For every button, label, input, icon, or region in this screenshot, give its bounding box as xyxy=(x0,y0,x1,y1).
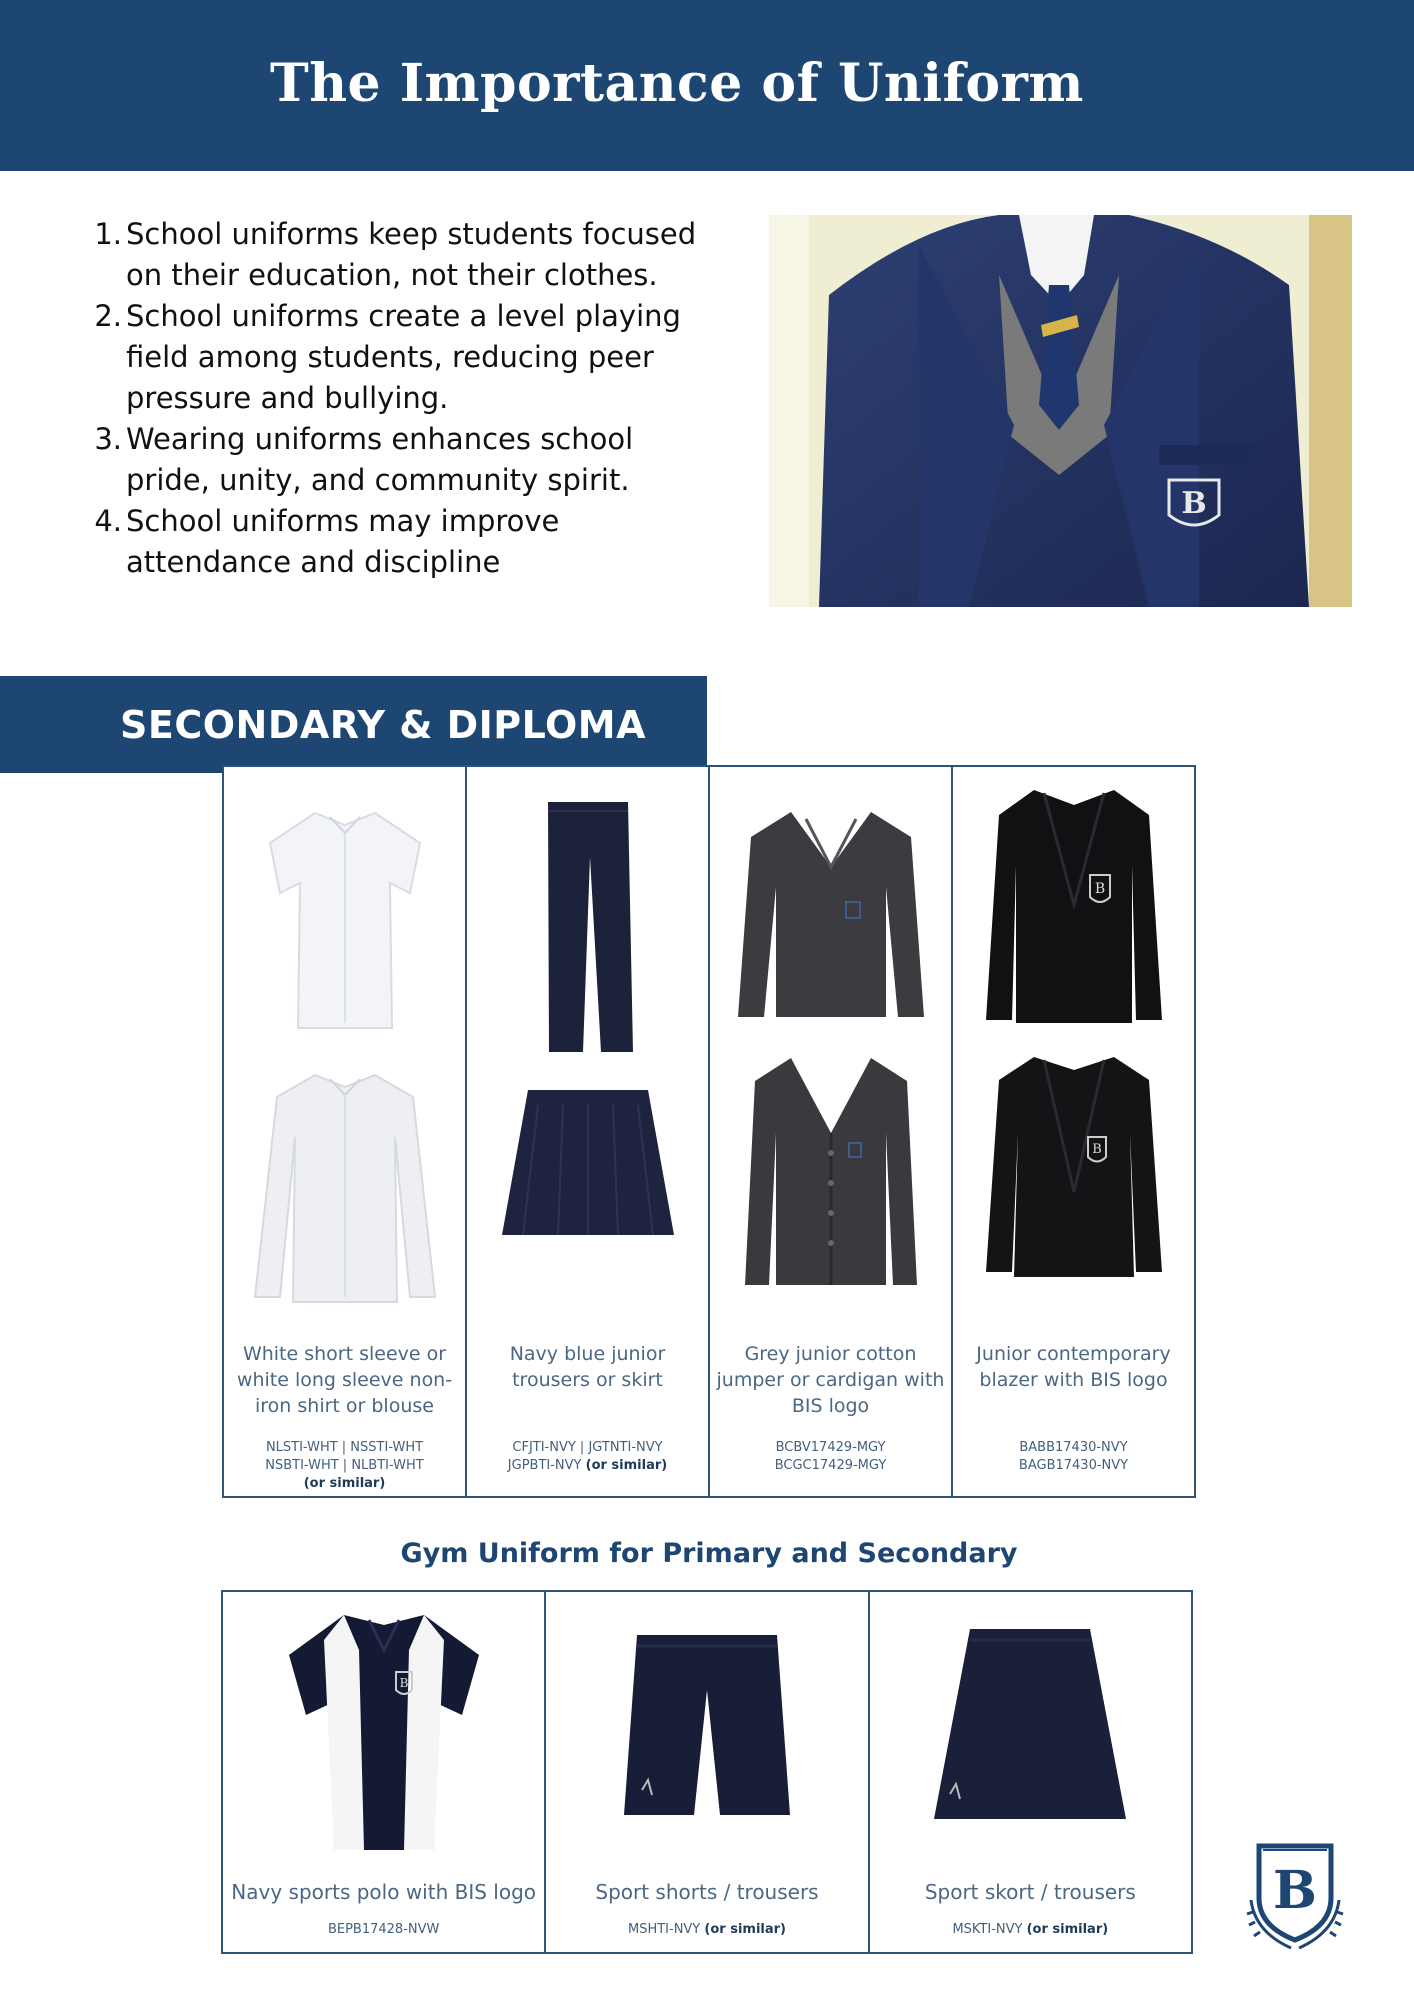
sport-shorts-icon xyxy=(622,1630,792,1820)
gym-uniform-grid xyxy=(221,1590,1193,1954)
benefit-text: School uniforms create a level playing field among students, reducing peer pressure and bullying. xyxy=(126,299,681,415)
item-codes: NLSTI-WHT | NSSTI-WHT NSBTI-WHT | NLBTI-WHT (or similar) xyxy=(265,1440,424,1491)
benefit-text: School uniforms may improve attendance and discipline xyxy=(126,504,560,579)
boys-blazer-icon xyxy=(984,785,1164,1025)
trousers-icon xyxy=(533,797,643,1057)
gym-section-title: Gym Uniform for Primary and Secondary xyxy=(400,1538,1018,1569)
item-codes: CFJTI-NVY | JGTNTI-NVY JGPBTI-NVY (or similar) xyxy=(507,1440,668,1473)
page-title: The Importance of Uniform xyxy=(270,53,1084,114)
item-description: Navy blue junior trousers or skirt xyxy=(509,1343,666,1391)
gym-item-skort xyxy=(870,1592,1191,1952)
gym-item-polo xyxy=(223,1592,546,1952)
section-title: SECONDARY & DIPLOMA xyxy=(120,702,646,747)
page-header xyxy=(0,0,1414,171)
gym-item-code: MSHTI-NVY (or similar) xyxy=(627,1922,786,1937)
polo-logo-letter: B xyxy=(399,1676,409,1690)
girls-blazer-icon xyxy=(984,1052,1164,1282)
blazer-logo-letter: B xyxy=(1094,881,1105,897)
gym-item-code: BEPB17428-NVW xyxy=(327,1922,440,1937)
list-item: 2. School uniforms create a level playing field among students, reducing peer pressure and bullying. xyxy=(94,299,681,415)
uniform-item-trousers xyxy=(467,767,710,1496)
long-sleeve-shirt-icon xyxy=(245,1067,445,1307)
gym-item-description: Navy sports polo with BIS logo xyxy=(231,1880,537,1904)
crest-letter: B xyxy=(1273,1860,1317,1921)
section-banner xyxy=(0,676,707,773)
uniform-item-blazer xyxy=(953,767,1194,1496)
item-codes: BABB17430-NVY BAGB17430-NVY xyxy=(1018,1440,1129,1473)
cardigan-icon xyxy=(741,1053,921,1289)
list-item: 1. School uniforms keep students focused on their education, not their clothes. xyxy=(94,217,697,292)
uniform-item-shirt xyxy=(224,767,467,1496)
gym-item-description: Sport shorts / trousers xyxy=(595,1880,819,1904)
item-codes: BCBV17429-MGY BCGC17429-MGY xyxy=(774,1440,887,1473)
student-blazer-photo xyxy=(769,215,1352,607)
gym-item-code: MSKTI-NVY (or similar) xyxy=(952,1922,1109,1937)
skirt-icon xyxy=(498,1085,678,1245)
gym-item-shorts xyxy=(546,1592,869,1952)
benefit-text: School uniforms keep students focused on their education, not their clothes. xyxy=(126,217,697,292)
short-sleeve-shirt-icon xyxy=(260,803,430,1033)
list-item: 3. Wearing uniforms enhances school pride, unity, and community spirit. xyxy=(94,422,634,497)
benefit-text: Wearing uniforms enhances school pride, unity, and community spirit. xyxy=(126,422,634,497)
item-description: White short sleeve or white long sleeve non-iron shirt or blouse xyxy=(236,1343,453,1417)
uniform-grid xyxy=(222,765,1196,1498)
blazer-illustration xyxy=(769,215,1352,607)
gym-item-description: Sport skort / trousers xyxy=(924,1880,1136,1904)
item-description: Junior contemporary blazer with BIS logo xyxy=(976,1343,1171,1391)
blazer-crest-letter: B xyxy=(1181,486,1207,521)
school-crest-icon xyxy=(1245,1840,1345,1952)
sport-skort-icon xyxy=(930,1624,1130,1824)
blazer-logo-letter: B xyxy=(1091,1142,1102,1157)
sports-polo-icon xyxy=(284,1610,484,1855)
uniform-item-jumper xyxy=(710,767,953,1496)
benefits-list xyxy=(86,214,726,583)
jumper-icon xyxy=(736,807,926,1022)
item-description: Grey junior cotton jumper or cardigan with BIS logo xyxy=(716,1343,945,1417)
list-item: 4. School uniforms may improve attendance and discipline xyxy=(94,504,560,579)
